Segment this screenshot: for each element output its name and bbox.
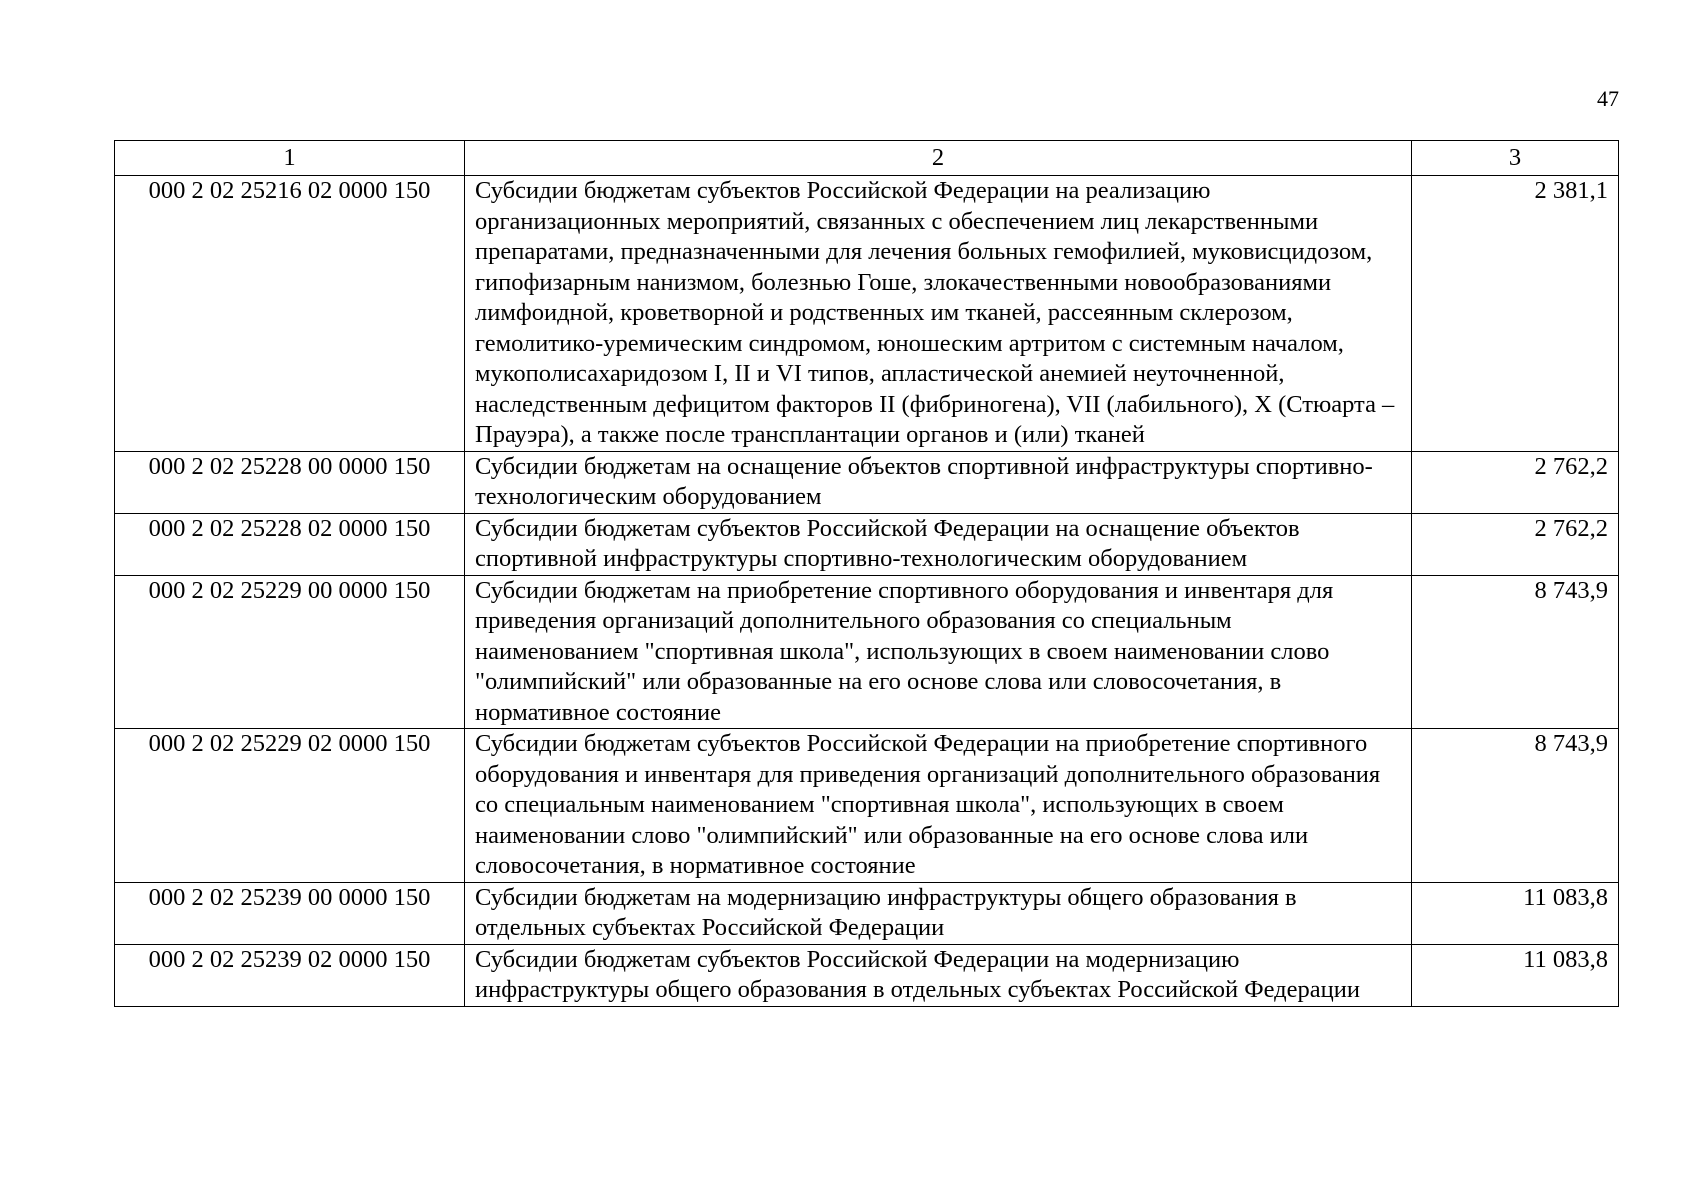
table-header-row [115, 141, 1619, 176]
row-name: Субсидии бюджетам на модернизацию инфраструктуры общего образования в отдельных субъектах Российской Федерации [465, 882, 1412, 944]
table-row [115, 729, 1619, 883]
row-amount: 2 381,1 [1412, 176, 1619, 452]
table-row [115, 451, 1619, 513]
row-name: Субсидии бюджетам субъектов Российской Федерации на модернизацию инфраструктуры общего образования в отдельных субъектах Российской Федерации [465, 944, 1412, 1006]
table-row [115, 176, 1619, 452]
row-name: Субсидии бюджетам субъектов Российской Федерации на реализацию организационных мероприятий, связанных с обеспечением лиц лекарственными препаратами, предназначенными для лечения больных гемофилией, муковисцидозом, гипофизарным нанизмом, болезнью Гоше, злокачественными новообразованиями лимфоидной, кроветворной и родственных им тканей, рассеянным склерозом, гемолитико-уремическим синдромом, юношеским артритом с системным началом, мукополисахаридозом I, II и VI типов, апластической анемией неуточненной, наследственным дефицитом факторов II (фибриногена), VII (лабильного), X (Стюарта – Прауэра), а также после трансплантации органов и (или) тканей [465, 176, 1412, 452]
row-code: 000 2 02 25239 02 0000 150 [115, 944, 465, 1006]
column-header-name: 2 [465, 141, 1412, 176]
row-amount: 11 083,8 [1412, 944, 1619, 1006]
budget-revenue-table [114, 140, 1619, 1007]
row-name: Субсидии бюджетам субъектов Российской Федерации на оснащение объектов спортивной инфраструктуры спортивно-технологическим оборудованием [465, 513, 1412, 575]
row-name: Субсидии бюджетам субъектов Российской Федерации на приобретение спортивного оборудования и инвентаря для приведения организаций дополнительного образования со специальным наименованием "спортивная школа", использующих в своем наименовании слово "олимпийский" или образованные на его основе слова или словосочетания, в нормативное состояние [465, 729, 1412, 883]
column-header-code: 1 [115, 141, 465, 176]
row-amount: 8 743,9 [1412, 729, 1619, 883]
row-amount: 2 762,2 [1412, 451, 1619, 513]
row-code: 000 2 02 25216 02 0000 150 [115, 176, 465, 452]
table-row [115, 882, 1619, 944]
row-code: 000 2 02 25228 00 0000 150 [115, 451, 465, 513]
row-code: 000 2 02 25239 00 0000 150 [115, 882, 465, 944]
row-code: 000 2 02 25229 00 0000 150 [115, 575, 465, 729]
row-name: Субсидии бюджетам на приобретение спортивного оборудования и инвентаря для приведения организаций дополнительного образования со специальным наименованием "спортивная школа", использующих в своем наименовании слово "олимпийский" или образованные на его основе слова или словосочетания, в нормативное состояние [465, 575, 1412, 729]
table-row [115, 944, 1619, 1006]
row-amount: 11 083,8 [1412, 882, 1619, 944]
row-code: 000 2 02 25229 02 0000 150 [115, 729, 465, 883]
table-row [115, 575, 1619, 729]
row-amount: 8 743,9 [1412, 575, 1619, 729]
page-number: 47 [1597, 86, 1619, 111]
column-header-amount: 3 [1412, 141, 1619, 176]
row-amount: 2 762,2 [1412, 513, 1619, 575]
row-code: 000 2 02 25228 02 0000 150 [115, 513, 465, 575]
table-row [115, 513, 1619, 575]
row-name: Субсидии бюджетам на оснащение объектов спортивной инфраструктуры спортивно-технологическим оборудованием [465, 451, 1412, 513]
